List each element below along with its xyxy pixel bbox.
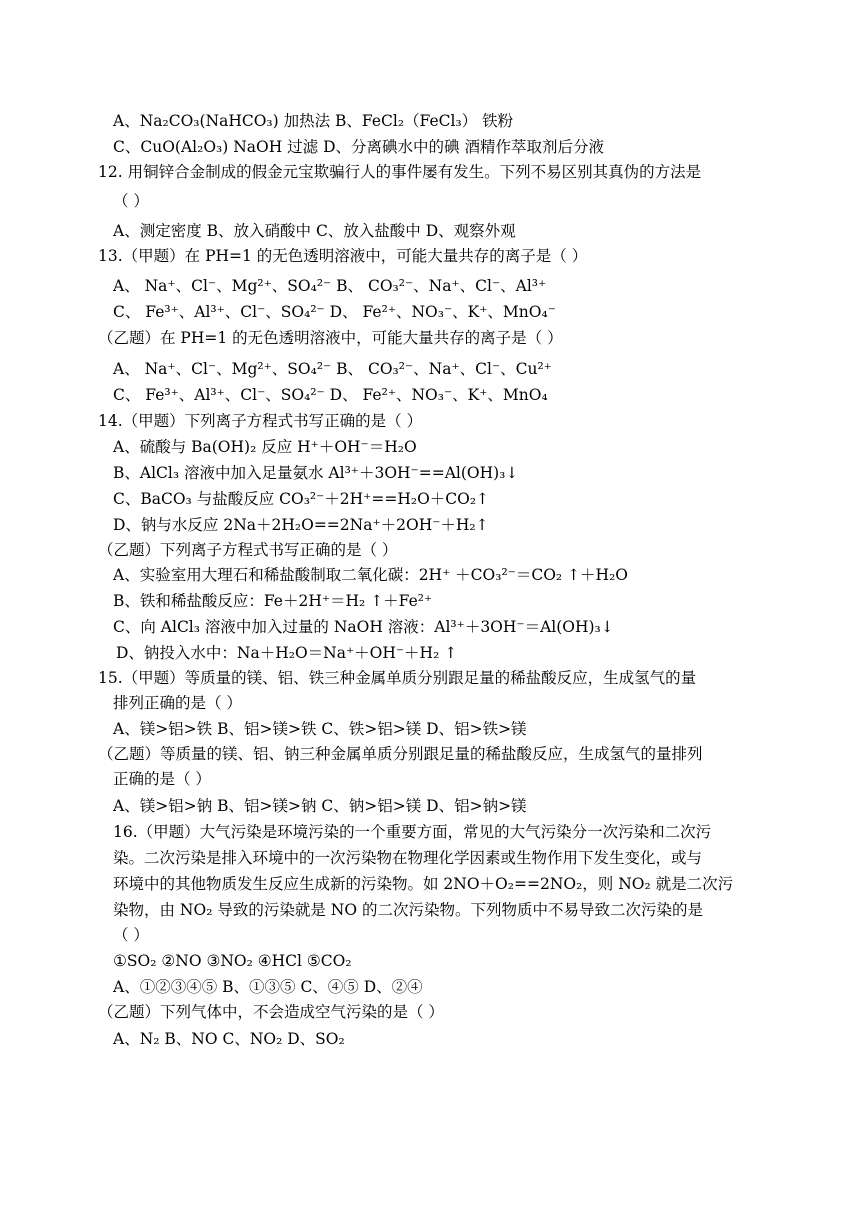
q15-yi-stem: （乙题）等质量的镁、铝、钠三种金属单质分别跟足量的稀盐酸反应，生成氢气的量排列 [98, 745, 703, 763]
q13-jia-option-c-d: C、 Fe³⁺、Al³⁺、Cl⁻、SO₄²⁻ D、 Fe²⁺、NO₃⁻、K⁺、MnO₄⁻ [113, 303, 556, 321]
q15-jia-options: A、镁>铝>铁 B、铝>镁>铁 C、铁>铝>镁 D、铝>铁>镁 [113, 720, 527, 738]
q12-options: A、测定密度 B、放入硝酸中 C、放入盐酸中 D、观察外观 [113, 222, 516, 240]
q14-jia-stem: 14.（甲题）下列离子方程式书写正确的是（ ） [98, 412, 423, 430]
q16-jia-stem-1: 16.（甲题）大气污染是环境污染的一个重要方面，常见的大气污染分一次污染和二次污 [113, 823, 712, 841]
q16-jia-stem-4: 染物，由 NO₂ 导致的污染就是 NO 的二次污染物。下列物质中不易导致二次污染的是 [113, 901, 703, 919]
q14-yi-option-b: B、铁和稀盐酸反应：Fe＋2H⁺＝H₂ ↑＋Fe²⁺ [113, 592, 433, 610]
q14-yi-option-a: A、实验室用大理石和稀盐酸制取二氧化碳：2H⁺ ＋CO₃²⁻＝CO₂ ↑＋H₂O [113, 566, 628, 584]
q11-option-c-d: C、CuO(Al₂O₃) NaOH 过滤 D、分离碘水中的碘 酒精作萃取剂后分液 [113, 138, 604, 156]
q16-yi-stem: （乙题）下列气体中，不会造成空气污染的是（ ） [98, 1003, 444, 1021]
q13-yi-option-a-b: A、 Na⁺、Cl⁻、Mg²⁺、SO₄²⁻ B、 CO₃²⁻、Na⁺、Cl⁻、Cu²⁺ [113, 360, 552, 378]
q14-yi-option-d: D、钠投入水中：Na＋H₂O＝Na⁺＋OH⁻＋H₂ ↑ [116, 644, 458, 662]
q12-answer-bracket: （ ） [113, 192, 149, 210]
q15-yi-stem-cont: 正确的是（ ） [113, 770, 211, 788]
q16-jia-stem-3: 环境中的其他物质发生反应生成新的污染物。如 2NO＋O₂==2NO₂，则 NO₂ 就是二次污 [113, 875, 734, 893]
q14-yi-option-c: C、向 AlCl₃ 溶液中加入过量的 NaOH 溶液：Al³⁺＋3OH⁻＝Al(OH)₃↓ [113, 618, 614, 636]
q14-jia-option-b: B、AlCl₃ 溶液中加入足量氨水 Al³⁺＋3OH⁻==Al(OH)₃↓ [113, 464, 519, 482]
q14-jia-option-d: D、钠与水反应 2Na＋2H₂O==2Na⁺＋2OH⁻＋H₂↑ [113, 516, 489, 534]
q15-jia-stem: 15.（甲题）等质量的镁、铝、铁三种金属单质分别跟足量的稀盐酸反应，生成氢气的量 [98, 669, 697, 687]
q16-jia-substances: ①SO₂ ②NO ③NO₂ ④HCl ⑤CO₂ [113, 952, 352, 970]
q13-jia-stem: 13.（甲题）在 PH=1 的无色透明溶液中，可能大量共存的离子是（ ） [98, 247, 588, 265]
q13-yi-stem: （乙题）在 PH=1 的无色透明溶液中，可能大量共存的离子是（ ） [98, 329, 563, 347]
q12-stem: 12. 用铜锌合金制成的假金元宝欺骗行人的事件屡有发生。下列不易区别其真伪的方法是 [98, 163, 702, 181]
q16-jia-stem-2: 染。二次污染是排入环境中的一次污染物在物理化学因素或生物作用下发生变化，或与 [113, 849, 703, 867]
q14-yi-stem: （乙题）下列离子方程式书写正确的是（ ） [98, 541, 398, 559]
q16-jia-answer-bracket: （ ） [113, 926, 149, 944]
q15-yi-options: A、镁>铝>钠 B、铝>镁>钠 C、钠>铝>镁 D、铝>钠>镁 [113, 797, 527, 815]
q13-jia-option-a-b: A、 Na⁺、Cl⁻、Mg²⁺、SO₄²⁻ B、 CO₃²⁻、Na⁺、Cl⁻、Al³⁺ [113, 277, 547, 295]
q15-jia-stem-cont: 排列正确的是（ ） [113, 694, 242, 712]
q16-yi-options: A、N₂ B、NO C、NO₂ D、SO₂ [113, 1030, 345, 1048]
q14-jia-option-a: A、硫酸与 Ba(OH)₂ 反应 H⁺＋OH⁻＝H₂O [113, 438, 417, 456]
q16-jia-options: A、①②③④⑤ B、①③⑤ C、④⑤ D、②④ [113, 978, 423, 996]
q13-yi-option-c-d: C、 Fe³⁺、Al³⁺、Cl⁻、SO₄²⁻ D、 Fe²⁺、NO₃⁻、K⁺、MnO₄ [113, 386, 548, 404]
q14-jia-option-c: C、BaCO₃ 与盐酸反应 CO₃²⁻＋2H⁺==H₂O＋CO₂↑ [113, 490, 490, 508]
q11-option-a-b: A、Na₂CO₃(NaHCO₃) 加热法 B、FeCl₂（FeCl₃） 铁粉 [113, 112, 514, 130]
